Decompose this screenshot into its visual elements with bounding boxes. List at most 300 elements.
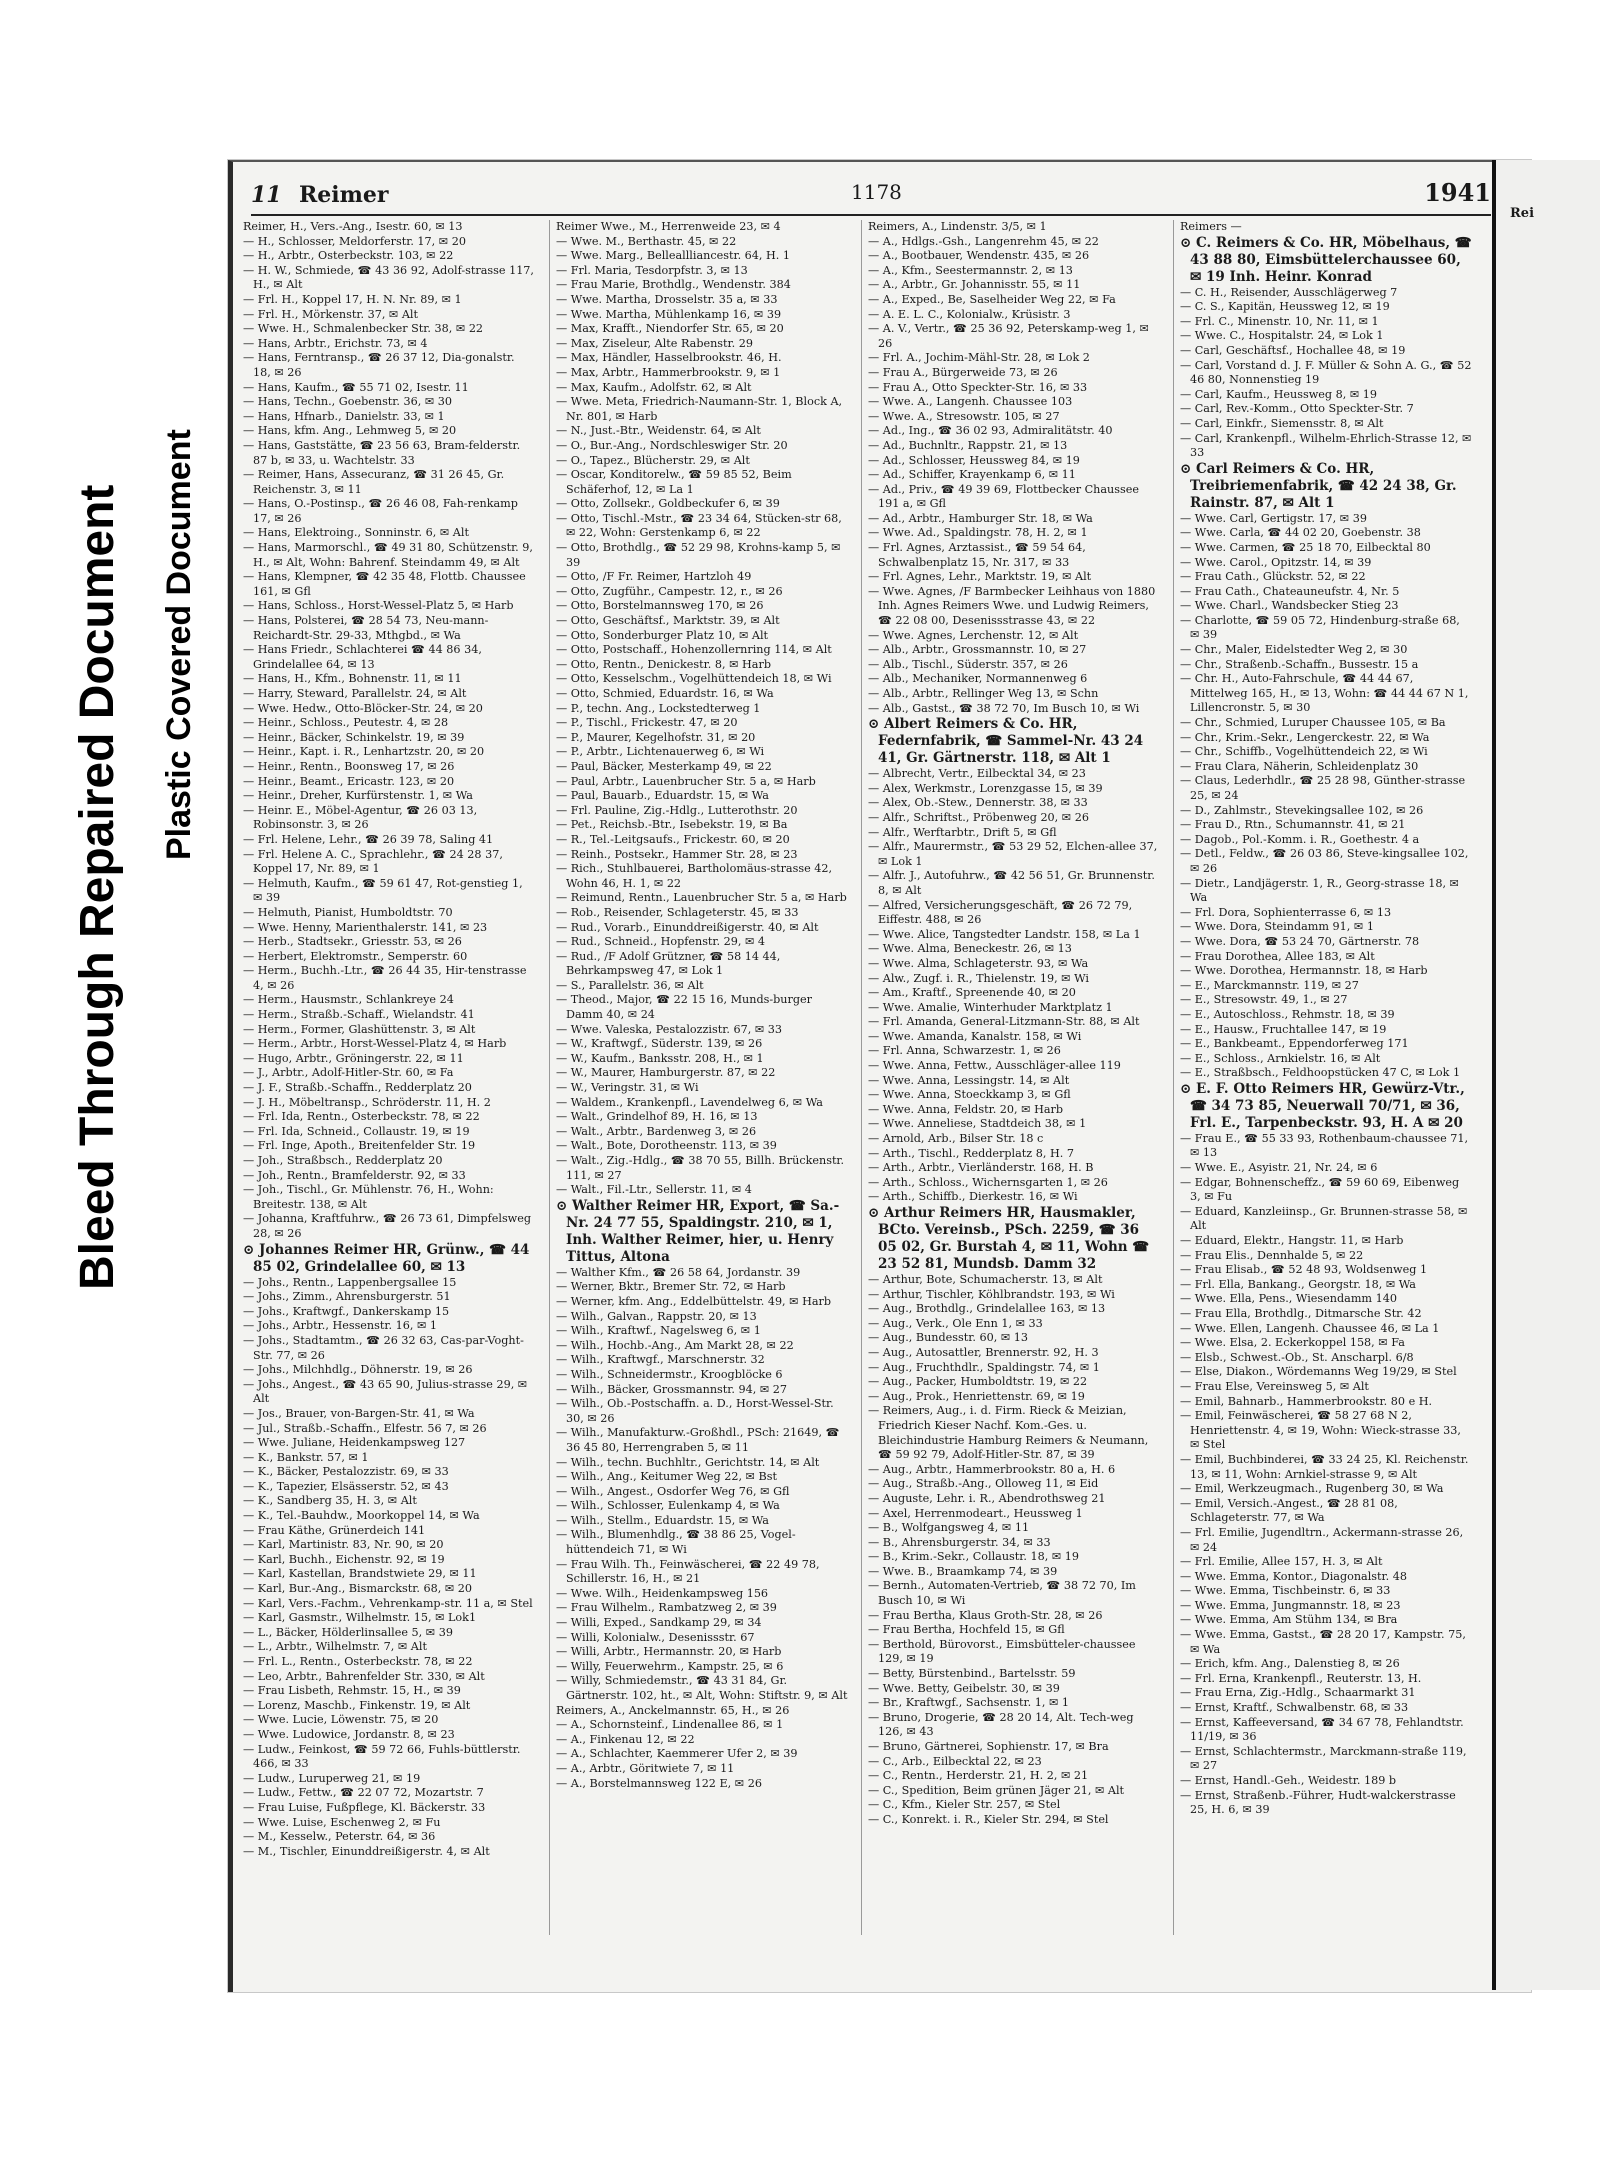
directory-entry: — Wwe. Ella, Pens., Wiesendamm 140 — [1180, 1292, 1397, 1306]
directory-entry: — Heinr. E., Möbel-Agentur, ☎ 26 03 13, Robinsonstr. 3, ✉ 26 — [243, 803, 478, 832]
directory-entry: — Frau D., Rtn., Schumannstr. 41, ✉ 21 — [1180, 818, 1406, 832]
directory-entry: — Frl. L., Rentn., Osterbeckstr. 78, ✉ 22 — [243, 1655, 473, 1668]
directory-entry: — Heinr., Bäcker, Schinkelstr. 19, ✉ 39 — [243, 730, 465, 744]
section-number: 11 — [251, 182, 282, 208]
directory-entry: — Frl. Ella, Bankang., Georgstr. 18, ✉ Wa — [1180, 1277, 1416, 1291]
directory-entry: — Frau Clara, Näherin, Schleidenplatz 30 — [1180, 759, 1419, 773]
directory-entry: — Paul, Bauarb., Eduardstr. 15, ✉ Wa — [556, 789, 769, 803]
directory-entry: — Frau A., Bürgerweide 73, ✉ 26 — [868, 365, 1058, 379]
directory-entry: — Willi, Arbtr., Hermannstr. 20, ✉ Harb — [556, 1645, 782, 1659]
directory-entry: — Lorenz, Maschb., Finkenstr. 19, ✉ Alt — [243, 1698, 471, 1712]
directory-entry: — Wwe. Anna, Lessingstr. 14, ✉ Alt — [868, 1073, 1070, 1087]
directory-entry: — Walt., Zig.-Hdlg., ☎ 38 70 55, Billh. Brückenstr. 111, ✉ 27 — [556, 1154, 845, 1182]
adjacent-page-edge — [1492, 160, 1600, 1990]
directory-entry: — Frl. Anna, Schwarzestr. 1, ✉ 26 — [868, 1044, 1061, 1058]
directory-entry: — Rud., Vorarb., Einunddreißigerstr. 40, ✉ Alt — [556, 920, 819, 934]
directory-entry: — Wwe. Lucie, Löwenstr. 75, ✉ 20 — [243, 1713, 439, 1727]
directory-entry: — Herm., Straßb.-Schaff., Wielandstr. 41 — [243, 1008, 475, 1022]
directory-entry: — Joh., Straßbsch., Redderplatz 20 — [243, 1154, 443, 1167]
directory-entry: — Alex, Werkmstr., Lorenzgasse 15, ✉ 39 — [868, 781, 1103, 795]
directory-year: 1941 — [1424, 178, 1491, 207]
directory-entry: — Jos., Brauer, von-Bargen-Str. 41, ✉ Wa — [243, 1406, 475, 1420]
directory-entry: — K., Tel.-Bauhdw., Moorkoppel 14, ✉ Wa — [243, 1509, 480, 1523]
directory-entry: — Rich., Stuhlbauerei, Bartholomäus-strasse 42, Wohn 46, H. 1, ✉ 22 — [556, 862, 833, 890]
directory-entry: — Otto, Schmied, Eduardstr. 16, ✉ Wa — [556, 687, 774, 700]
directory-entry: — Br., Kraftwgf., Sachsenstr. 1, ✉ 1 — [868, 1696, 1070, 1710]
directory-entry: — Wwe. Valeska, Pestalozzistr. 67, ✉ 33 — [556, 1022, 782, 1036]
directory-entry: — Chr., Maler, Eidelstedter Weg 2, ✉ 30 — [1180, 643, 1408, 657]
directory-entry: — Otto, Sonderburger Platz 10, ✉ Alt — [556, 628, 769, 642]
directory-entry: — Walther Kfm., ☎ 26 58 64, Jordanstr. 39 — [556, 1265, 801, 1279]
directory-entry: — Frau Else, Vereinsweg 5, ✉ Alt — [1180, 1379, 1369, 1393]
directory-entry: — Otto, Borstelmannsweg 170, ✉ 26 — [556, 599, 764, 613]
directory-entry: — Frl. H., Mörkenstr. 37, ✉ Alt — [243, 307, 419, 321]
directory-entry: — Wilh., Angest., Osdorfer Weg 76, ✉ Gfl — [556, 1484, 790, 1498]
directory-entry: — Otto, Brothdlg., ☎ 52 29 98, Krohns-kamp 5, ✉ 39 — [556, 541, 841, 569]
directory-entry: — Johs., Zimm., Ahrensburgerstr. 51 — [243, 1290, 451, 1304]
directory-entry: — J., Arbtr., Adolf-Hitler-Str. 60, ✉ Fa — [243, 1066, 454, 1080]
directory-entry: — D., Zahlmstr., Stevekingsallee 102, ✉ 26 — [1180, 803, 1424, 817]
directory-entry: ⊙ E. F. Otto Reimers HR, Gewürz-Vtr., ☎ 34 73 85, Neuerwall 70/71, ✉ 36, Frl. E., Tarpenbeckstr. 93, H. A ✉ 20 — [1180, 1080, 1465, 1131]
directory-entry: — C. S., Kapitän, Heussweg 12, ✉ 19 — [1180, 300, 1390, 314]
directory-entry: — Wwe. Charl., Wandsbecker Stieg 23 — [1180, 599, 1399, 613]
directory-entry: — Wilh., Galvan., Rappstr. 20, ✉ 13 — [556, 1309, 757, 1323]
directory-entry: — Frau A., Otto Speckter-Str. 16, ✉ 33 — [868, 380, 1088, 394]
directory-entry: — Willi, Kolonialw., Desenissstr. 67 — [556, 1630, 755, 1644]
directory-entry: — W., Kaufm., Banksstr. 208, H., ✉ 1 — [556, 1051, 764, 1065]
directory-entry: — Ernst, Kraftf., Schwalbenstr. 68, ✉ 33 — [1180, 1701, 1409, 1715]
directory-entry: — Max, Krafft., Niendorfer Str. 65, ✉ 20 — [556, 322, 784, 336]
directory-entry: — Aug., Packer, Humboldtstr. 19, ✉ 22 — [868, 1375, 1088, 1389]
directory-entry: — Paul, Bäcker, Mesterkamp 49, ✉ 22 — [556, 759, 772, 773]
directory-entry: — Wilh., Schlosser, Eulenkamp 4, ✉ Wa — [556, 1499, 780, 1513]
directory-entry: — Wwe. Martha, Drosselstr. 35 a, ✉ 33 — [556, 292, 778, 306]
directory-entry: — Frau Luise, Fußpflege, Kl. Bäckerstr. 33 — [243, 1800, 486, 1814]
directory-entry: — Charlotte, ☎ 59 05 72, Hindenburg-straße 68, ✉ 39 — [1180, 613, 1460, 642]
directory-entry: — A., Borstelmannsweg 122 E, ✉ 26 — [556, 1776, 762, 1790]
directory-entry: — Wilh., Ob.-Postschaffn. a. D., Horst-Wessel-Str. 30, ✉ 26 — [556, 1397, 834, 1425]
directory-entry: — K., Sandberg 35, H. 3, ✉ Alt — [243, 1494, 417, 1508]
directory-entry: — Else, Diakon., Wördemanns Weg 19/29, ✉ Stel — [1180, 1365, 1457, 1379]
directory-entry: — Frl. Emilie, Allee 157, H. 3, ✉ Alt — [1180, 1555, 1383, 1569]
directory-entry: — Wwe. Amalie, Winterhuder Marktplatz 1 — [868, 1000, 1113, 1014]
directory-entry: ⊙ Johannes Reimer HR, Grünw., ☎ 44 85 02, Grindelallee 60, ✉ 13 — [243, 1241, 530, 1275]
directory-entry: — Leo, Arbtr., Bahrenfelder Str. 330, ✉ Alt — [243, 1669, 485, 1683]
directory-entry: — Werner, kfm. Ang., Eddelbüttelstr. 49, ✉ Harb — [556, 1294, 832, 1308]
directory-entry: — Frau Marie, Brothdlg., Wendenstr. 384 — [556, 278, 791, 292]
directory-entry: — B., Krim.-Sekr., Collaustr. 18, ✉ 19 — [868, 1550, 1080, 1564]
directory-entry: — Edgar, Bohnenscheffz., ☎ 59 60 69, Eibenweg 3, ✉ Fu — [1180, 1175, 1460, 1204]
directory-entry: — Elsb., Schwest.-Ob., St. Anscharpl. 6/8 — [1180, 1350, 1414, 1364]
directory-entry: — Herm., Former, Glashüttenstr. 3, ✉ Alt — [243, 1022, 476, 1036]
directory-entry: — Heinr., Kapt. i. R., Lenhartzstr. 20, ✉ 20 — [243, 745, 485, 759]
directory-entry: — Wwe. Hedw., Otto-Blöcker-Str. 24, ✉ 20 — [243, 701, 483, 715]
directory-entry: — E., Stresowstr. 49, 1., ✉ 27 — [1180, 993, 1348, 1007]
directory-entry: — Alfr., Schriftst., Pröbenweg 20, ✉ 26 — [868, 810, 1089, 824]
directory-entry: — K., Bankstr. 57, ✉ 1 — [243, 1450, 369, 1464]
directory-entry: — Frl. Ida, Schneid., Collaustr. 19, ✉ 19 — [243, 1124, 470, 1138]
directory-entry: — Wwe. Dora, Steindamm 91, ✉ 1 — [1180, 920, 1374, 934]
directory-entry: — Reimers, Aug., i. d. Firm. Rieck & Meizian, Friedrich Kieser Nachf. Kom.-Ges. u. Bleichindustrie Hamburg Reimers & Neumann, ☎ 59 92 79, Adolf-Hitler-Str. 87, ✉ 39 — [868, 1404, 1149, 1462]
directory-entry: — Axel, Herrenmodeart., Heussweg 1 — [868, 1506, 1083, 1520]
directory-entry: — A., Finkenau 12, ✉ 22 — [556, 1732, 695, 1746]
directory-entry: — Frl. H., Koppel 17, H. N. Nr. 89, ✉ 1 — [243, 292, 462, 306]
directory-entry: — Wwe. A., Langenh. Chaussee 103 — [868, 395, 1073, 409]
directory-entry: ⊙ Walther Reimer HR, Export, ☎ Sa.-Nr. 24 77 55, Spaldingstr. 210, ✉ 1, Inh. Walther Reimer, hier, u. Henry Tittus, Altona — [556, 1197, 840, 1265]
directory-entry: — Otto, ∕F Fr. Reimer, Hartzloh 49 — [556, 570, 752, 584]
directory-entry: — Karl, Kastellan, Brandstwiete 29, ✉ 11 — [243, 1567, 477, 1581]
directory-entry: — C., Konrekt. i. R., Kieler Str. 294, ✉ Stel — [868, 1812, 1109, 1826]
directory-entry: — Karl, Martinistr. 83, Nr. 90, ✉ 20 — [243, 1538, 444, 1552]
directory-entry: — Willy, Schmiedemstr., ☎ 43 31 84, Gr. Gärtnerstr. 102, ht., ✉ Alt, Wohn: Stiftstr. 9, ✉ Alt — [556, 1674, 848, 1702]
directory-entry: — Frl. Helene A. C., Sprachlehr., ☎ 24 28 37, Koppel 17, Nr. 89, ✉ 1 — [243, 847, 503, 876]
directory-entry: — H., Arbtr., Osterbeckstr. 103, ✉ 22 — [243, 249, 454, 263]
directory-entry: — Hans, Elektroing., Sonninstr. 6, ✉ Alt — [243, 526, 469, 540]
directory-entry: — Paul, Arbtr., Lauenbrucher Str. 5 a, ✉ Harb — [556, 774, 816, 788]
header-surname: Reimer — [299, 182, 389, 208]
directory-entry: — Carl, Geschäftsf., Hochallee 48, ✉ 19 — [1180, 343, 1406, 357]
directory-entry: — A., Bootbauer, Wendenstr. 435, ✉ 26 — [868, 249, 1090, 263]
directory-entry: — Alfr. J., Autofuhrw., ☎ 42 56 51, Gr. Brunnenstr. 8, ✉ Alt — [868, 869, 1155, 897]
directory-entry: — Wwe. Emma, Am Stühm 134, ✉ Bra — [1180, 1613, 1398, 1627]
directory-entry: — Carl, Vorstand d. J. F. Müller & Sohn A. G., ☎ 52 46 80, Nonnenstieg 19 — [1180, 358, 1472, 387]
directory-entry: — Carl, Kaufm., Heussweg 8, ✉ 19 — [1180, 387, 1378, 401]
directory-entry: — Wwe. Emma, Tischbeinstr. 6, ✉ 33 — [1180, 1584, 1391, 1598]
archive-stamp — [30, 340, 200, 1300]
directory-entry: — W., Veringstr. 31, ✉ Wi — [556, 1081, 699, 1095]
directory-entry: — Chr. H., Auto-Fahrschule, ☎ 44 44 67, Mittelweg 165, H., ✉ 13, Wohn: ☎ 44 44 67 N 1, Lillencronstr. 5, ✉ 30 — [1180, 672, 1469, 715]
directory-entry: — Johs., Stadtamtm., ☎ 26 32 63, Cas-par-Voght-Str. 77, ✉ 26 — [243, 1333, 524, 1362]
directory-entry: — Hans, Kaufm., ☎ 55 71 02, Isestr. 11 — [243, 380, 469, 394]
directory-entry: — Wwe. Luise, Eschenweg 2, ✉ Fu — [243, 1815, 441, 1829]
directory-entry: — Frl. Ida, Rentn., Osterbeckstr. 78, ✉ 22 — [243, 1110, 480, 1124]
directory-entry: — Otto, Rentn., Denickestr. 8, ✉ Harb — [556, 657, 771, 671]
directory-entry: — M., Tischler, Einunddreißigerstr. 4, ✉ Alt — [243, 1844, 490, 1858]
directory-entry: — Rud., Schneid., Hopfenstr. 29, ✉ 4 — [556, 935, 766, 949]
directory-entry: — Frl. C., Minenstr. 10, Nr. 11, ✉ 1 — [1180, 314, 1379, 328]
directory-entry: — Frau E., ☎ 55 33 93, Rothenbaum-chaussee 71, ✉ 13 — [1180, 1131, 1469, 1160]
directory-entry: — Aug., Fruchthdlr., Spaldingstr. 74, ✉ 1 — [868, 1360, 1100, 1374]
directory-entry: — Frau Wilh. Th., Feinwäscherei, ☎ 22 49 78, Schillerstr. 16, H., ✉ 21 — [556, 1557, 820, 1586]
directory-entry: — Alb., Mechaniker, Normannenweg 6 — [868, 672, 1088, 686]
directory-entry: — Wwe. Dora, ☎ 53 24 70, Gärtnerstr. 78 — [1180, 934, 1420, 948]
directory-entry: — S., Parallelstr. 36, ✉ Alt — [556, 978, 704, 992]
directory-entry: — Otto, Postschaff., Hohenzollernring 114, ✉ Alt — [556, 643, 832, 657]
directory-entry: — Frl. Erna, Krankenpfl., Reuterstr. 13, H. — [1180, 1671, 1422, 1685]
directory-entry: — Reinh., Postsekr., Hammer Str. 28, ✉ 23 — [556, 847, 798, 861]
directory-entry: — Wwe. Agnes, ∕F Barmbecker Leihhaus von 1880 Inh. Agnes Reimers Wwe. und Ludwig Reimers, ☎ 22 08 00, Desenissstrasse 43, ✉ 22 — [868, 584, 1156, 628]
directory-entry: — Bruno, Drogerie, ☎ 28 20 14, Alt. Tech-weg 126, ✉ 43 — [868, 1710, 1134, 1739]
directory-entry: — O., Bur.-Ang., Nordschleswiger Str. 20 — [556, 438, 788, 452]
directory-entry: — Arth., Schiffb., Dierkestr. 16, ✉ Wi — [868, 1190, 1078, 1204]
directory-entry: — Heinr., Rentn., Boonsweg 17, ✉ 26 — [243, 759, 455, 773]
directory-entry: ⊙ C. Reimers & Co. HR, Möbelhaus, ☎ 43 88 80, Eimsbüttelerchaussee 60, ✉ 19 Inh. Heinr. Konrad — [1180, 234, 1472, 285]
directory-entry: — Ernst, Schlachtermstr., Marckmann-straße 119, ✉ 27 — [1180, 1744, 1467, 1773]
directory-entry: — Emil, Bahnarb., Hammerbrookstr. 80 e H. — [1180, 1394, 1433, 1408]
directory-entry: — Wilh., Stellm., Eduardstr. 15, ✉ Wa — [556, 1513, 769, 1527]
directory-entry: — Frl. Maria, Tesdorpfstr. 3, ✉ 13 — [556, 263, 748, 277]
directory-entry: — A., Schlachter, Kaemmerer Ufer 2, ✉ 39 — [556, 1747, 798, 1761]
directory-entry: — Alb., Arbtr., Rellinger Weg 13, ✉ Schn — [868, 687, 1099, 700]
directory-entry: — Wwe. Emma, Jungmannstr. 18, ✉ 23 — [1180, 1598, 1401, 1612]
directory-entry: — Werner, Bktr., Bremer Str. 72, ✉ Harb — [556, 1280, 786, 1294]
directory-entry: — Herm., Hausmstr., Schlankreye 24 — [243, 993, 454, 1007]
directory-entry: — Dagob., Pol.-Komm. i. R., Goethestr. 4 a — [1180, 832, 1420, 846]
directory-entry: — Ad., Buchnltr., Rappstr. 21, ✉ 13 — [868, 438, 1068, 452]
directory-entry: — R., Tel.-Leitgsaufs., Frickestr. 60, ✉ 20 — [556, 832, 790, 846]
page-number: 1178 — [851, 180, 902, 204]
directory-entry: — Helmuth, Kaufm., ☎ 59 61 47, Rot-genstieg 1, ✉ 39 — [243, 876, 523, 905]
directory-entry: — Alb., Tischl., Süderstr. 357, ✉ 26 — [868, 657, 1068, 671]
directory-entry: — Wwe. Anna, Fettw., Ausschläger-allee 119 — [868, 1059, 1121, 1073]
directory-entry: — Ludw., Fettw., ☎ 22 07 72, Mozartstr. 7 — [243, 1786, 484, 1800]
directory-entry: — P., Arbtr., Lichtenauerweg 6, ✉ Wi — [556, 745, 765, 759]
directory-entry: — Wilh., Kraftwf., Nagelsweg 6, ✉ 1 — [556, 1324, 761, 1338]
directory-entry: — Harry, Steward, Parallelstr. 24, ✉ Alt — [243, 687, 467, 700]
directory-entry: — Wwe. Martha, Mühlenkamp 16, ✉ 39 — [556, 307, 782, 321]
directory-entry: — Ad., Arbtr., Hamburger Str. 18, ✉ Wa — [868, 511, 1093, 525]
directory-entry: — K., Bäcker, Pestalozzistr. 69, ✉ 33 — [243, 1465, 449, 1479]
directory-entry: — Otto, Zugführ., Campestr. 12, r., ✉ 26 — [556, 584, 783, 598]
directory-entry: — Aug., Straßb.-Ang., Olloweg 11, ✉ Eid — [868, 1477, 1099, 1491]
directory-entry: — Johs., Kraftwgf., Dankerskamp 15 — [243, 1304, 450, 1318]
directory-entry: — A., Arbtr., Gr. Johannisstr. 55, ✉ 11 — [868, 278, 1081, 292]
directory-entry: — Walt., Bote, Dorotheenstr. 113, ✉ 39 — [556, 1139, 777, 1153]
directory-entry: — Wwe. Anna, Feldstr. 20, ✉ Harb — [868, 1102, 1064, 1116]
directory-entry: Reimer Wwe., M., Herrenweide 23, ✉ 4 — [556, 220, 781, 233]
directory-entry: — Bruno, Gärtnerei, Sophienstr. 17, ✉ Bra — [868, 1740, 1109, 1753]
directory-entry: — Hans, kfm. Ang., Lehmweg 5, ✉ 20 — [243, 424, 457, 438]
directory-entry: — Hans, Techn., Goebenstr. 36, ✉ 30 — [243, 395, 453, 409]
directory-entry: — Eduard, Elektr., Hangstr. 11, ✉ Harb — [1180, 1234, 1404, 1248]
directory-entry: — Wwe. Agnes, Lerchenstr. 12, ✉ Alt — [868, 628, 1079, 642]
directory-entry: — Chr., Schiffb., Vogelhüttendeich 22, ✉ Wi — [1180, 745, 1428, 759]
directory-entry: — Dietr., Landjägerstr. 1, R., Georg-strasse 18, ✉ Wa — [1180, 876, 1459, 905]
directory-entry: — E., Bankbeamt., Eppendorferweg 171 — [1180, 1037, 1409, 1051]
directory-entry: — Frl. Helene, Lehr., ☎ 26 39 78, Saling 41 — [243, 832, 494, 846]
directory-entry: — A., Arbtr., Göritwiete 7, ✉ 11 — [556, 1761, 735, 1775]
directory-entry: — Frl. Agnes, Lehr., Marktstr. 19, ✉ Alt — [868, 570, 1092, 584]
directory-entry: — B., Wolfgangsweg 4, ✉ 11 — [868, 1521, 1030, 1535]
directory-entry: — Max, Kaufm., Adolfstr. 62, ✉ Alt — [556, 380, 752, 394]
directory-entry: — Ernst, Kaffeeversand, ☎ 34 67 78, Fehlandtstr. 11/19, ✉ 36 — [1180, 1715, 1464, 1744]
directory-entry: — A., Schornsteinf., Lindenallee 86, ✉ 1 — [556, 1718, 784, 1732]
directory-entry: — Otto, Kesselschm., Vogelhüttendeich 18, ✉ Wi — [556, 672, 832, 686]
directory-entry: — Hans, Marmorschl., ☎ 49 31 80, Schützenstr. 9, H., ✉ Alt, Wohn: Bahrenf. Steindamm 49, ✉ Alt — [243, 541, 533, 569]
directory-entry: — Wwe. Anneliese, Stadtdeich 38, ✉ 1 — [868, 1117, 1087, 1131]
directory-entry: — Frau Bertha, Hochfeld 15, ✉ Gfl — [868, 1623, 1065, 1637]
directory-entry: — H., Schlosser, Meldorferstr. 17, ✉ 20 — [243, 234, 466, 248]
directory-entry: — Wwe. E., Asyistr. 21, Nr. 24, ✉ 6 — [1180, 1161, 1378, 1175]
directory-entry: — Carl, Einkfr., Siemensstr. 8, ✉ Alt — [1180, 416, 1384, 430]
directory-entry: — Wwe. Alice, Tangstedter Landstr. 158, ✉ La 1 — [868, 927, 1141, 941]
directory-entry: — C., Rentn., Herderstr. 21, H. 2, ✉ 21 — [868, 1769, 1089, 1783]
directory-entry: — Aug., Bundesstr. 60, ✉ 13 — [868, 1331, 1028, 1345]
page-header — [251, 172, 1491, 216]
directory-entry: — M., Kesselw., Peterstr. 64, ✉ 36 — [243, 1830, 436, 1844]
directory-entry: — Wwe. Meta, Friedrich-Naumann-Str. 1, Block A, Nr. 801, ✉ Harb — [556, 395, 843, 423]
directory-entry: — Arnold, Arb., Bilser Str. 18 c — [868, 1132, 1044, 1146]
directory-entry: — Hans, Schloss., Horst-Wessel-Platz 5, ✉ Harb — [243, 599, 514, 613]
directory-entry: — Carl, Rev.-Komm., Otto Speckter-Str. 7 — [1180, 402, 1414, 416]
directory-entry: — Ad., Ing., ☎ 36 02 93, Admiralitätstr. 40 — [868, 424, 1113, 438]
directory-entry: — Max, Arbtr., Hammerbrookstr. 9, ✉ 1 — [556, 365, 781, 379]
directory-entry: — Frau Dorothea, Allee 183, ✉ Alt — [1180, 949, 1375, 963]
directory-entry: — Wwe. Henny, Marienthalerstr. 141, ✉ 23 — [243, 920, 488, 934]
directory-entry: ⊙ Albert Reimers & Co. HR, Federnfabrik, ☎ Sammel-Nr. 43 24 41, Gr. Gärtnerstr. 118, ✉ Alt 1 — [868, 716, 1144, 767]
directory-entry: — Joh., Rentn., Bramfelderstr. 92, ✉ 33 — [243, 1168, 466, 1182]
directory-entry: — Carl, Krankenpfl., Wilhelm-Ehrlich-Strasse 12, ✉ 33 — [1180, 431, 1472, 460]
plastic-covered-label: Plastic Covered Document — [160, 429, 198, 860]
directory-entry: — Albrecht, Vertr., Eilbecktal 34, ✉ 23 — [868, 767, 1086, 781]
directory-entry: — Wwe. Emma, Kontor., Diagonalstr. 48 — [1180, 1569, 1408, 1583]
directory-entry: — Wilh., techn. Buchhltr., Gerichtstr. 14, ✉ Alt — [556, 1455, 820, 1469]
column-2 — [549, 220, 848, 1935]
directory-entry: — Frau Erna, Zig.-Hdlg., Schaarmarkt 31 — [1180, 1686, 1416, 1700]
directory-entry: — Wwe. Ludowice, Jordanstr. 8, ✉ 23 — [243, 1727, 455, 1741]
directory-entry: — Hans Friedr., Schlachterei ☎ 44 86 34, Grindelallee 64, ✉ 13 — [243, 643, 482, 671]
directory-entry: — Waldem., Krankenpfl., Lavendelweg 6, ✉ Wa — [556, 1095, 823, 1109]
directory-entry: — Hans, Hfnarb., Danielstr. 33, ✉ 1 — [243, 409, 445, 423]
directory-entry: — Alb., Gastst., ☎ 38 72 70, Im Busch 10, ✉ Wi — [868, 701, 1140, 715]
directory-entry: — Walt., Fil.-Ltr., Sellerstr. 11, ✉ 4 — [556, 1183, 752, 1197]
directory-entry: — Frl. Agnes, Arztassist., ☎ 59 54 64, Schwalbenplatz 15, Nr. 317, ✉ 33 — [868, 541, 1086, 569]
directory-entry: — Hans, Arbtr., Erichstr. 73, ✉ 4 — [243, 336, 428, 350]
directory-entry: — Pet., Reichsb.-Btr., Isebekstr. 19, ✉ Ba — [556, 818, 788, 832]
directory-entry: — Betty, Bürstenbind., Bartelsstr. 59 — [868, 1667, 1076, 1681]
directory-entry: — Reimer, Hans, Assecuranz, ☎ 31 26 45, Gr. Reichenstr. 3, ✉ 11 — [243, 468, 505, 496]
directory-entry: — Johanna, Kraftfuhrw., ☎ 26 73 61, Dimpfelsweg 28, ✉ 26 — [243, 1212, 532, 1240]
adjacent-page-text: Rei — [1510, 206, 1535, 221]
directory-entry: — Walt., Grindelhof 89, H. 16, ✉ 13 — [556, 1110, 758, 1124]
directory-entry: — Wwe. B., Braamkamp 74, ✉ 39 — [868, 1564, 1058, 1578]
directory-entry: — Frau Elis., Dennhalde 5, ✉ 22 — [1180, 1248, 1364, 1262]
directory-entry: — H. W., Schmiede, ☎ 43 36 92, Adolf-strasse 117, H., ✉ Alt — [243, 263, 534, 292]
directory-entry: — E., Hausw., Fruchtallee 147, ✉ 19 — [1180, 1022, 1387, 1036]
directory-entry: — Berthold, Bürovorst., Eimsbütteler-chaussee 129, ✉ 19 — [868, 1637, 1136, 1666]
directory-entry: — A., Kfm., Seestermannstr. 2, ✉ 13 — [868, 263, 1073, 277]
directory-entry: — Reimund, Rentn., Lauenbrucher Str. 5 a, ✉ Harb — [556, 891, 847, 905]
directory-entry: — Herm., Buchh.-Ltr., ☎ 26 44 35, Hir-tenstrasse 4, ✉ 26 — [243, 964, 527, 992]
directory-entry: — J. F., Straßb.-Schaffn., Redderplatz 20 — [243, 1081, 472, 1095]
directory-entry: — L., Arbtr., Wilhelmstr. 7, ✉ Alt — [243, 1640, 427, 1654]
directory-entry: — Max, Ziseleur, Alte Rabenstr. 29 — [556, 336, 754, 350]
directory-entry: — Frau Cath., Chateauneufstr. 4, Nr. 5 — [1180, 584, 1400, 598]
directory-entry: — Johs., Rentn., Lappenbergsallee 15 — [243, 1275, 457, 1289]
directory-entry: — Wwe. C., Hospitalstr. 24, ✉ Lok 1 — [1180, 329, 1384, 343]
directory-entry: — Heinr., Dreher, Kurfürstenstr. 1, ✉ Wa — [243, 789, 473, 803]
directory-entry: — Frl. Amanda, General-Litzmann-Str. 88, ✉ Alt — [868, 1015, 1140, 1029]
directory-entry: — Wwe. Emma, Gastst., ☎ 28 20 17, Kampstr. 75, ✉ Wa — [1180, 1628, 1466, 1656]
directory-entry: — Bernh., Automaten-Vertrieb, ☎ 38 72 70, Im Busch 10, ✉ Wi — [868, 1579, 1136, 1608]
directory-entry: — Detl., Feldw., ☎ 26 03 86, Steve-kingsallee 102, ✉ 26 — [1180, 847, 1469, 875]
directory-entry: — Wilh., Hochb.-Ang., Am Markt 28, ✉ 22 — [556, 1338, 794, 1352]
scanned-directory-page — [228, 160, 1531, 1992]
directory-entry: — W., Maurer, Hamburgerstr. 87, ✉ 22 — [556, 1066, 776, 1080]
directory-entry: — Frl. Pauline, Zig.-Hdlg., Lutterothstr. 20 — [556, 803, 798, 817]
directory-entry: — Otto, Tischl.-Mstr., ☎ 23 34 64, Stücken-str 68, ✉ 22, Wohn: Gerstenkamp 6, ✉ 22 — [556, 511, 842, 540]
directory-entry: — Karl, Bur.-Ang., Bismarckstr. 68, ✉ 20 — [243, 1582, 472, 1596]
directory-entry: ⊙ Carl Reimers & Co. HR, Treibriemenfabrik, ☎ 42 24 38, Gr. Rainstr. 87, ✉ Alt 1 — [1180, 460, 1457, 511]
directory-entry: — Hans, Polsterei, ☎ 28 54 73, Neu-mann-Reichardt-Str. 29-33, Mthgbd., ✉ Wa — [243, 614, 489, 642]
directory-entry: — Alex, Ob.-Stew., Dennerstr. 38, ✉ 33 — [868, 796, 1088, 810]
directory-entry: — Karl, Buchh., Eichenstr. 92, ✉ 19 — [243, 1552, 445, 1566]
directory-entry: — Wwe. Marg., Belleallliancestr. 64, H. 1 — [556, 249, 791, 263]
directory-entry: — Emil, Werkzeugmach., Rugenberg 30, ✉ Wa — [1180, 1482, 1444, 1496]
directory-entry: — Willy, Feuerwehrm., Kampstr. 25, ✉ 6 — [556, 1659, 784, 1673]
directory-entry: — Auguste, Lehr. i. R., Abendrothsweg 21 — [868, 1491, 1106, 1505]
directory-entry: — Wwe. Ad., Spaldingstr. 78, H. 2, ✉ 1 — [868, 526, 1088, 540]
directory-entry: — Wwe. Alma, Beneckestr. 26, ✉ 13 — [868, 942, 1072, 956]
directory-entry: — Frau Bertha, Klaus Groth-Str. 28, ✉ 26 — [868, 1608, 1103, 1622]
directory-entry: — Frau Lisbeth, Rehmstr. 15, H., ✉ 39 — [243, 1684, 461, 1698]
directory-entry: — Herm., Arbtr., Horst-Wessel-Platz 4, ✉ Harb — [243, 1037, 507, 1051]
directory-entry: — Arthur, Tischler, Köhlbrandstr. 193, ✉ Wi — [868, 1287, 1115, 1301]
directory-entry: — L., Bäcker, Hölderlinsallee 5, ✉ 39 — [243, 1625, 453, 1639]
directory-entry: — Wwe. M., Berthastr. 45, ✉ 22 — [556, 234, 737, 248]
directory-entry: — E., Schloss., Arnkielstr. 16, ✉ Alt — [1180, 1051, 1381, 1065]
directory-entry: — Aug., Autosattler, Brennerstr. 92, H. 3 — [868, 1345, 1099, 1359]
directory-entry: — B., Ahrensburgerstr. 34, ✉ 33 — [868, 1535, 1051, 1549]
directory-entry: — A. E. L. C., Kolonialw., Krüsistr. 3 — [868, 307, 1071, 321]
directory-entry: — Wilh., Kraftwgf., Marschnerstr. 32 — [556, 1353, 765, 1367]
directory-entry: — Wwe. Carol., Opitzstr. 14, ✉ 39 — [1180, 555, 1372, 569]
directory-entry: — Wwe. H., Schmalenbecker Str. 38, ✉ 22 — [243, 322, 484, 336]
directory-entry: — Herbert, Elektromstr., Semperstr. 60 — [243, 949, 468, 963]
directory-entry: — Wwe. Betty, Geibelstr. 30, ✉ 39 — [868, 1681, 1060, 1695]
directory-entry: — Wwe. Carmen, ☎ 25 18 70, Eilbecktal 80 — [1180, 540, 1431, 554]
directory-entry: — Ad., Priv., ☎ 49 39 69, Flottbecker Chaussee 191 a, ✉ Gfl — [868, 482, 1139, 511]
directory-entry: — Frl. Emilie, Jugendltrn., Ackermann-strasse 26, ✉ 24 — [1180, 1525, 1464, 1554]
directory-entry: — C., Spedition, Beim grünen Jäger 21, ✉ Alt — [868, 1783, 1125, 1797]
directory-entry: — Frl. A., Jochim-Mähl-Str. 28, ✉ Lok 2 — [868, 351, 1090, 365]
directory-entry: — Chr., Schmied, Luruper Chaussee 105, ✉ Ba — [1180, 716, 1446, 730]
directory-entry: — P., Tischl., Frickestr. 47, ✉ 20 — [556, 716, 738, 730]
directory-entry: — C., Arb., Eilbecktal 22, ✉ 23 — [868, 1754, 1042, 1768]
directory-entry: — Joh., Tischl., Gr. Mühlenstr. 76, H., Wohn: Breitestr. 138, ✉ Alt — [243, 1183, 494, 1211]
directory-entry: — P., techn. Ang., Lockstedterweg 1 — [556, 701, 761, 715]
directory-entry: — Karl, Vers.-Fachm., Vehrenkamp-str. 11 a, ✉ Stel — [243, 1596, 533, 1610]
directory-entry: — Wwe. Dorothea, Hermannstr. 18, ✉ Harb — [1180, 964, 1428, 978]
directory-entry: — Aug., Prok., Henriettenstr. 69, ✉ 19 — [868, 1389, 1085, 1403]
directory-entry: — Chr., Straßenb.-Schaffn., Bussestr. 15 a — [1180, 657, 1419, 671]
directory-entry: — C., Kfm., Kieler Str. 257, ✉ Stel — [868, 1798, 1061, 1812]
directory-entry: — Alfr., Werftarbtr., Drift 5, ✉ Gfl — [868, 825, 1057, 839]
directory-entry: — Johs., Angest., ☎ 43 65 90, Julius-strasse 29, ✉ Alt — [243, 1377, 528, 1406]
directory-entry: — A., Exped., Be, Saselheider Weg 22, ✉ Fa — [868, 292, 1116, 306]
directory-entry: — Wwe. Wilh., Heidenkampsweg 156 — [556, 1586, 769, 1600]
directory-entry: — Frl. Dora, Sophienterrasse 6, ✉ 13 — [1180, 905, 1392, 919]
directory-entry: — Hans, H., Kfm., Bohnenstr. 11, ✉ 11 — [243, 672, 462, 686]
directory-entry: — Wwe. Alma, Schlageterstr. 93, ✉ Wa — [868, 956, 1089, 970]
directory-entry: Reimers, A., Anckelmannstr. 65, H., ✉ 26 — [556, 1703, 790, 1717]
directory-entry: — Wilh., Manufakturw.-Großhdl., PSch: 21649, ☎ 36 45 80, Herrengraben 5, ✉ 11 — [556, 1426, 840, 1454]
directory-entry: — Arthur, Bote, Schumacherstr. 13, ✉ Alt — [868, 1273, 1103, 1286]
directory-entry: — Arth., Tischl., Redderplatz 8, H. 7 — [868, 1146, 1074, 1160]
directory-entry: — Ernst, Handl.-Geh., Weidestr. 189 b — [1180, 1774, 1397, 1787]
directory-entry: — N., Just.-Btr., Weidenstr. 64, ✉ Alt — [556, 424, 761, 438]
directory-entry: — Frau Käthe, Grünerdeich 141 — [243, 1523, 426, 1537]
directory-entry: — Wwe. Carla, ☎ 44 02 20, Goebenstr. 38 — [1180, 526, 1421, 540]
directory-entry: — O., Tapez., Blücherstr. 29, ✉ Alt — [556, 453, 750, 467]
directory-entry: — Alfred, Versicherungsgeschäft, ☎ 26 72 79, Eiffestr. 488, ✉ 26 — [868, 898, 1133, 927]
directory-entry: — Willi, Exped., Sandkamp 29, ✉ 34 — [556, 1616, 762, 1630]
directory-entry: — P., Maurer, Kegelhofstr. 31, ✉ 20 — [556, 730, 756, 744]
directory-entry: — Alb., Arbtr., Grossmannstr. 10, ✉ 27 — [868, 643, 1087, 657]
directory-entry: — Wwe. Ellen, Langenh. Chaussee 46, ✉ La 1 — [1180, 1321, 1440, 1335]
directory-entry: — K., Tapezier, Elsässerstr. 52, ✉ 43 — [243, 1479, 449, 1493]
directory-entry: — Otto, Geschäftsf., Marktstr. 39, ✉ Alt — [556, 614, 780, 628]
